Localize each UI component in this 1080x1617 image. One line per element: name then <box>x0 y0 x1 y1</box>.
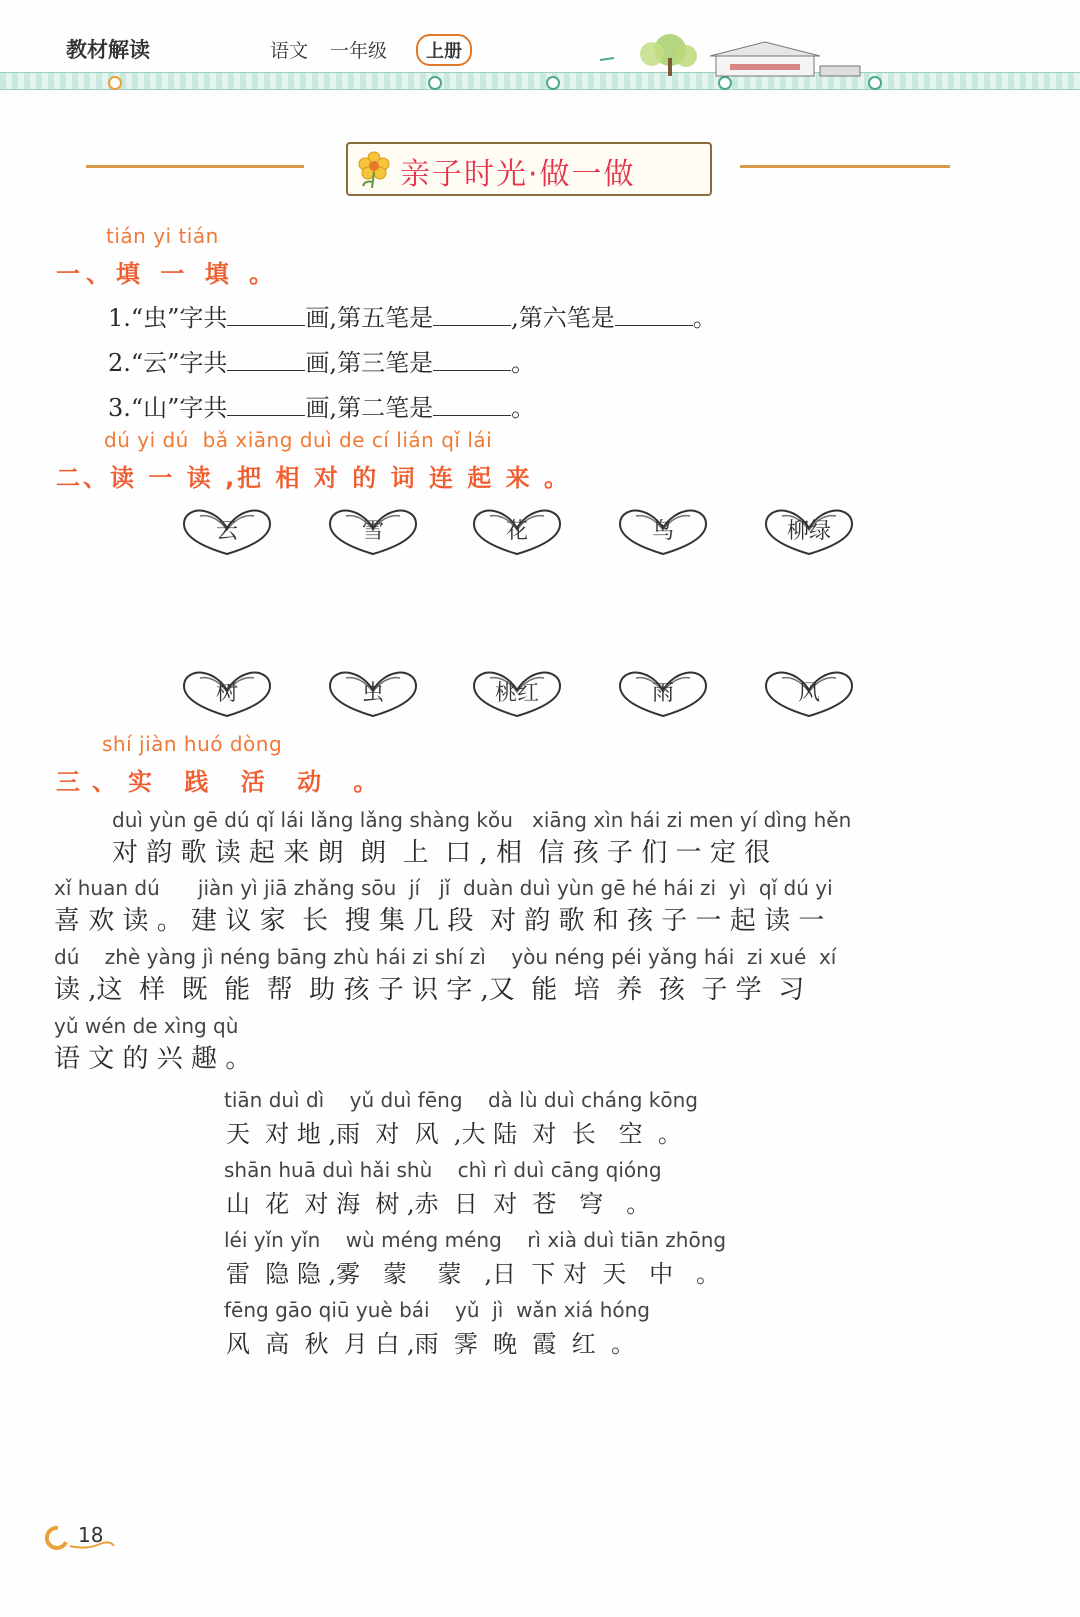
poem-line: 风 高 秋 月 白 ,雨 霁 晚 霞 红 。 <box>226 1330 635 1358</box>
heart-word: 雪 <box>361 519 384 544</box>
poem-pinyin: tiān duì dì yǔ duì fēng dà lù duì cháng kōng <box>224 1088 698 1112</box>
poem-pinyin: shān huā duì hǎi shù chì rì duì cāng qióng <box>224 1158 662 1182</box>
paragraph-line: 读 ,这 样 既 能 帮 助 孩 子 识 字 ,又 能 培 养 孩 子 学 习 <box>54 975 805 1005</box>
question-text: 2.“云”字共 <box>108 349 228 377</box>
heart-word: 鸟 <box>651 519 674 544</box>
word-heart-card[interactable] <box>326 668 420 720</box>
question-3 <box>108 388 535 423</box>
paragraph-line: 对 韵 歌 读 起 来 朗 朗 上 口 , 相 信 孩 子 们 一 定 很 <box>112 838 771 868</box>
grade-label: 一年级 <box>330 40 388 62</box>
header-band <box>0 72 1080 90</box>
header-knot <box>108 76 122 90</box>
section-banner-title: 亲子时光·做一做 <box>400 157 636 192</box>
page-header <box>0 0 1080 95</box>
answer-blank[interactable] <box>433 348 511 371</box>
part3-heading: 三、实 践 活 动 。 <box>56 768 390 796</box>
paragraph-pinyin: xǐ huan dú jiàn yì jiā zhǎng sōu jí jǐ duàn duì yùn gē hé hái zi yì qǐ dú yi <box>54 876 833 900</box>
question-text: 画,第三笔是 <box>305 349 434 377</box>
poem-line: 天 对 地 ,雨 对 风 ,大 陆 对 长 空 。 <box>226 1120 682 1148</box>
word-heart-card[interactable] <box>762 668 856 720</box>
heart-word: 虫 <box>361 681 384 706</box>
poem-line: 山 花 对 海 树 ,赤 日 对 苍 穹 。 <box>226 1190 651 1218</box>
answer-blank[interactable] <box>615 303 693 326</box>
paragraph-pinyin: duì yùn gē dú qǐ lái lǎng lǎng shàng kǒu xiāng xìn hái zi men yí dìng hěn <box>112 808 852 832</box>
paragraph-line: 喜 欢 读 。 建 议 家 长 搜 集 几 段 对 韵 歌 和 孩 子 一 起 读 一 <box>54 906 825 936</box>
heart-word: 柳绿 <box>786 519 831 544</box>
word-heart-card[interactable] <box>180 506 274 558</box>
part1-heading: 一、填 一 填 。 <box>56 260 280 288</box>
subject-label: 语文 <box>270 40 309 62</box>
answer-blank[interactable] <box>227 303 305 326</box>
poem-pinyin: léi yǐn yǐn wù méng méng rì xià duì tiān zhōng <box>224 1228 727 1252</box>
question-text: 。 <box>692 304 717 332</box>
header-knot <box>868 76 882 90</box>
heart-word: 树 <box>215 681 238 706</box>
answer-blank[interactable] <box>227 348 305 371</box>
word-heart-card[interactable] <box>470 506 564 558</box>
heart-word: 风 <box>797 681 820 706</box>
part2-pinyin: dú yi dú bǎ xiāng duì de cí lián qǐ lái <box>104 428 493 452</box>
part1-pinyin: tián yi tián <box>106 224 219 248</box>
flower-icon <box>352 146 396 190</box>
banner-rule-right <box>740 165 950 168</box>
heart-word: 花 <box>505 519 528 544</box>
answer-blank[interactable] <box>433 393 511 416</box>
house-tree-illustration <box>590 30 870 80</box>
question-text: 。 <box>511 394 536 422</box>
page-number: 18 <box>78 1523 104 1547</box>
poem-pinyin: fēng gāo qiū yuè bái yǔ jì wǎn xiá hóng <box>224 1298 651 1322</box>
question-text: 画,第二笔是 <box>305 394 434 422</box>
paragraph-pinyin: yǔ wén de xìng qù <box>54 1014 239 1038</box>
heart-word: 雨 <box>651 681 674 706</box>
heart-word: 桃红 <box>494 681 539 706</box>
volume-badge: 上册 <box>416 34 472 66</box>
question-text: ,第六笔是 <box>511 304 615 332</box>
paragraph-line: 语 文 的 兴 趣 。 <box>54 1044 252 1074</box>
heart-word: 云 <box>215 519 238 544</box>
word-heart-card[interactable] <box>762 506 856 558</box>
answer-blank[interactable] <box>433 303 511 326</box>
word-heart-card[interactable] <box>470 668 564 720</box>
question-text: 3.“山”字共 <box>108 394 228 422</box>
banner-rule-left <box>86 165 304 168</box>
question-1 <box>108 298 717 333</box>
part3-pinyin: shí jiàn huó dòng <box>102 732 283 756</box>
paragraph-pinyin: dú zhè yàng jì néng bāng zhù hái zi shí zì yòu néng péi yǎng hái zi xué xí <box>54 945 837 969</box>
question-text: 。 <box>511 349 536 377</box>
question-2 <box>108 343 535 378</box>
header-knot <box>546 76 560 90</box>
header-knot <box>428 76 442 90</box>
question-text: 1.“虫”字共 <box>108 304 228 332</box>
word-heart-card[interactable] <box>180 668 274 720</box>
book-title: 教材解读 <box>66 38 150 62</box>
word-heart-card[interactable] <box>616 668 710 720</box>
part2-heading: 二、读 一 读 ,把 相 对 的 词 连 起 来 。 <box>56 464 572 492</box>
word-heart-card[interactable] <box>616 506 710 558</box>
answer-blank[interactable] <box>227 393 305 416</box>
word-heart-card[interactable] <box>326 506 420 558</box>
poem-line: 雷 隐 隐 ,雾 蒙 蒙 ,日 下 对 天 中 。 <box>226 1260 720 1288</box>
question-text: 画,第五笔是 <box>305 304 434 332</box>
